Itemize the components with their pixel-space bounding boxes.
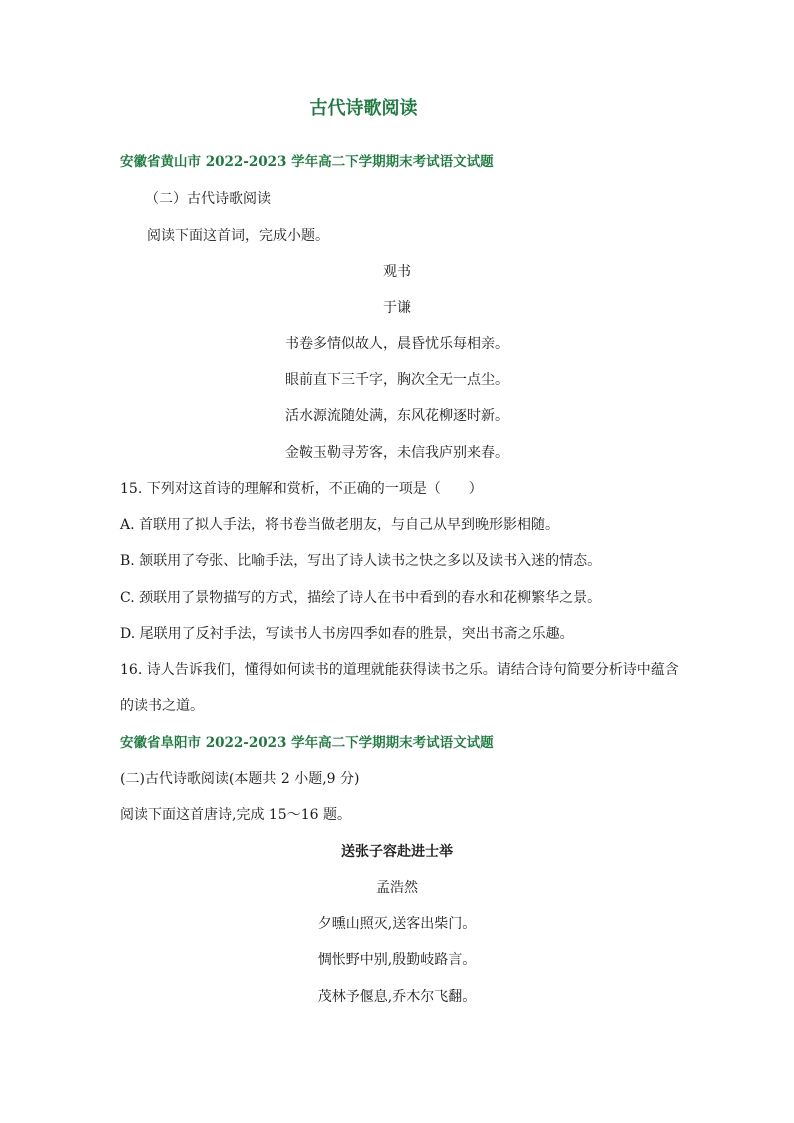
poem-line: 书卷多情似故人，晨昏忧乐每相亲。	[285, 336, 509, 352]
option-a: A. 首联用了拟人手法，将书卷当做老朋友，与自己从早到晚形影相随。	[120, 517, 560, 533]
poem-line: 眼前直下三千字，胸次全无一点尘。	[285, 372, 509, 388]
instruction-1: 阅读下面这首词，完成小题。	[147, 228, 329, 244]
page-title: 古代诗歌阅读	[309, 98, 418, 119]
option-d: D. 尾联用了反衬手法，写读书人书房四季如春的胜景，突出书斋之乐趣。	[120, 626, 574, 642]
poem-title-2: 送张子容赴进士举	[341, 844, 453, 860]
question-15: 15. 下列对这首诗的理解和赏析，不正确的一项是（ ）	[120, 481, 483, 497]
source-heading-1: 安徽省黄山市 2022-2023 学年高二下学期期末考试语文试题	[120, 154, 494, 170]
poem-line: 茂林予偃息,乔木尔飞翻。	[317, 989, 477, 1005]
option-c: C. 颈联用了景物描写的方式，描绘了诗人在书中看到的春水和花柳繁华之景。	[120, 590, 602, 606]
source-heading-2: 安徽省阜阳市 2022-2023 学年高二下学期期末考试语文试题	[120, 735, 494, 751]
poem-author-2: 孟浩然	[376, 880, 418, 896]
option-b: B. 颔联用了夸张、比喻手法，写出了诗人读书之快之多以及读书入迷的情态。	[120, 553, 602, 569]
section-heading-2: (二)古代诗歌阅读(本题共 2 小题,9 分)	[120, 771, 360, 787]
instruction-2: 阅读下面这首唐诗,完成 15～16 题。	[120, 807, 351, 823]
question-16: 16. 诗人告诉我们，懂得如何读书的道理就能获得读书之乐。请结合诗句简要分析诗中蕴含	[120, 662, 679, 678]
poem-author-1: 于谦	[383, 300, 411, 316]
poem-line: 金鞍玉勒寻芳客，未信我庐别来春。	[285, 445, 509, 461]
poem-line: 夕曛山照灭,送客出柴门。	[317, 916, 477, 932]
poem-line: 活水源流随处满，东风花柳逐时新。	[285, 408, 509, 424]
question-16-continued: 的读书之道。	[120, 698, 204, 714]
poem-title-1: 观书	[383, 264, 411, 280]
poem-line: 惆怅野中别,殷勤岐路言。	[317, 952, 477, 968]
section-heading-1: （二）古代诗歌阅读	[145, 191, 271, 207]
